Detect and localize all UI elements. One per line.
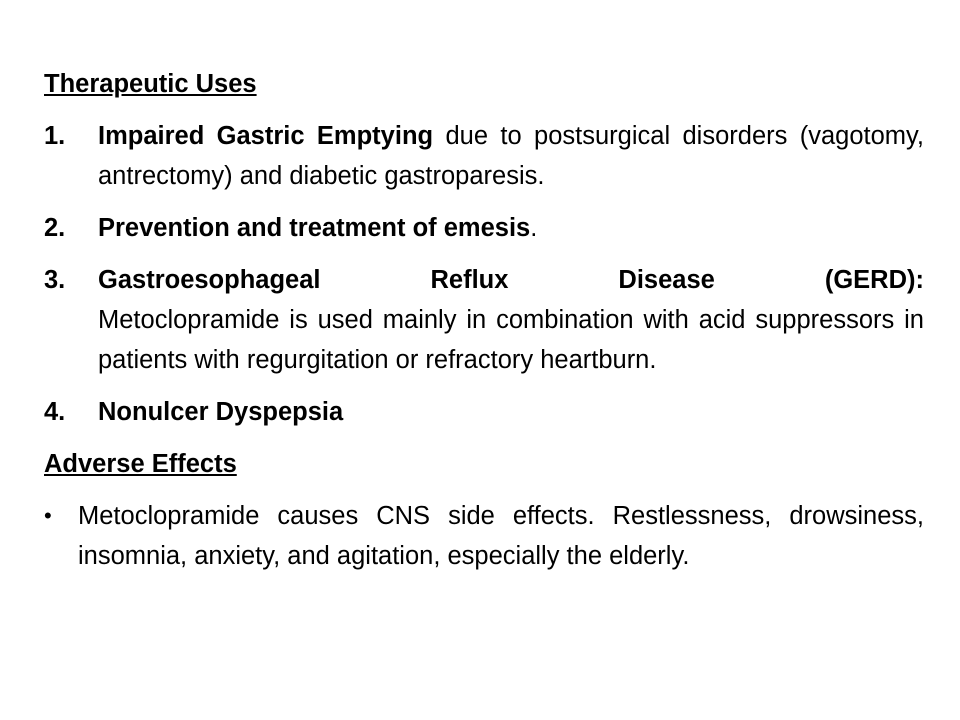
list-item (44, 392, 924, 432)
list-item (44, 208, 924, 248)
list-item-number: 4. (44, 398, 66, 426)
list-item-title: Gastroesophageal Reflux Disease (GERD): (98, 266, 924, 294)
slide-content (44, 64, 924, 576)
adverse-effects-heading: Adverse Effects (44, 450, 237, 478)
list-item (44, 496, 924, 576)
therapeutic-uses-heading: Therapeutic Uses (44, 70, 257, 98)
list-item-title: Nonulcer Dyspepsia (98, 398, 344, 426)
list-item-text: . (530, 214, 538, 242)
list-item-text: Metoclopramide causes CNS side effects. Restlessness, drowsiness, insomnia, anxiety, and agitation, especially the elderly. (78, 502, 924, 570)
therapeutic-uses-list (44, 116, 924, 432)
list-item (44, 260, 924, 380)
list-item-title: Prevention and treatment of emesis (98, 214, 531, 242)
list-item-text: Metoclopramide is used mainly in combination with acid suppressors in patients with regurgitation or refractory heartburn. (98, 306, 924, 374)
list-item-text: due to postsurgical disorders (vagotomy, antrectomy) and diabetic gastroparesis. (98, 122, 924, 190)
list-item-title: Impaired Gastric Emptying (98, 122, 434, 150)
list-item-number: 1. (44, 122, 66, 150)
bullet-icon: • (44, 503, 52, 528)
list-item-number: 3. (44, 266, 66, 294)
adverse-effects-list (44, 496, 924, 576)
list-item (44, 116, 924, 196)
list-item-number: 2. (44, 214, 66, 242)
